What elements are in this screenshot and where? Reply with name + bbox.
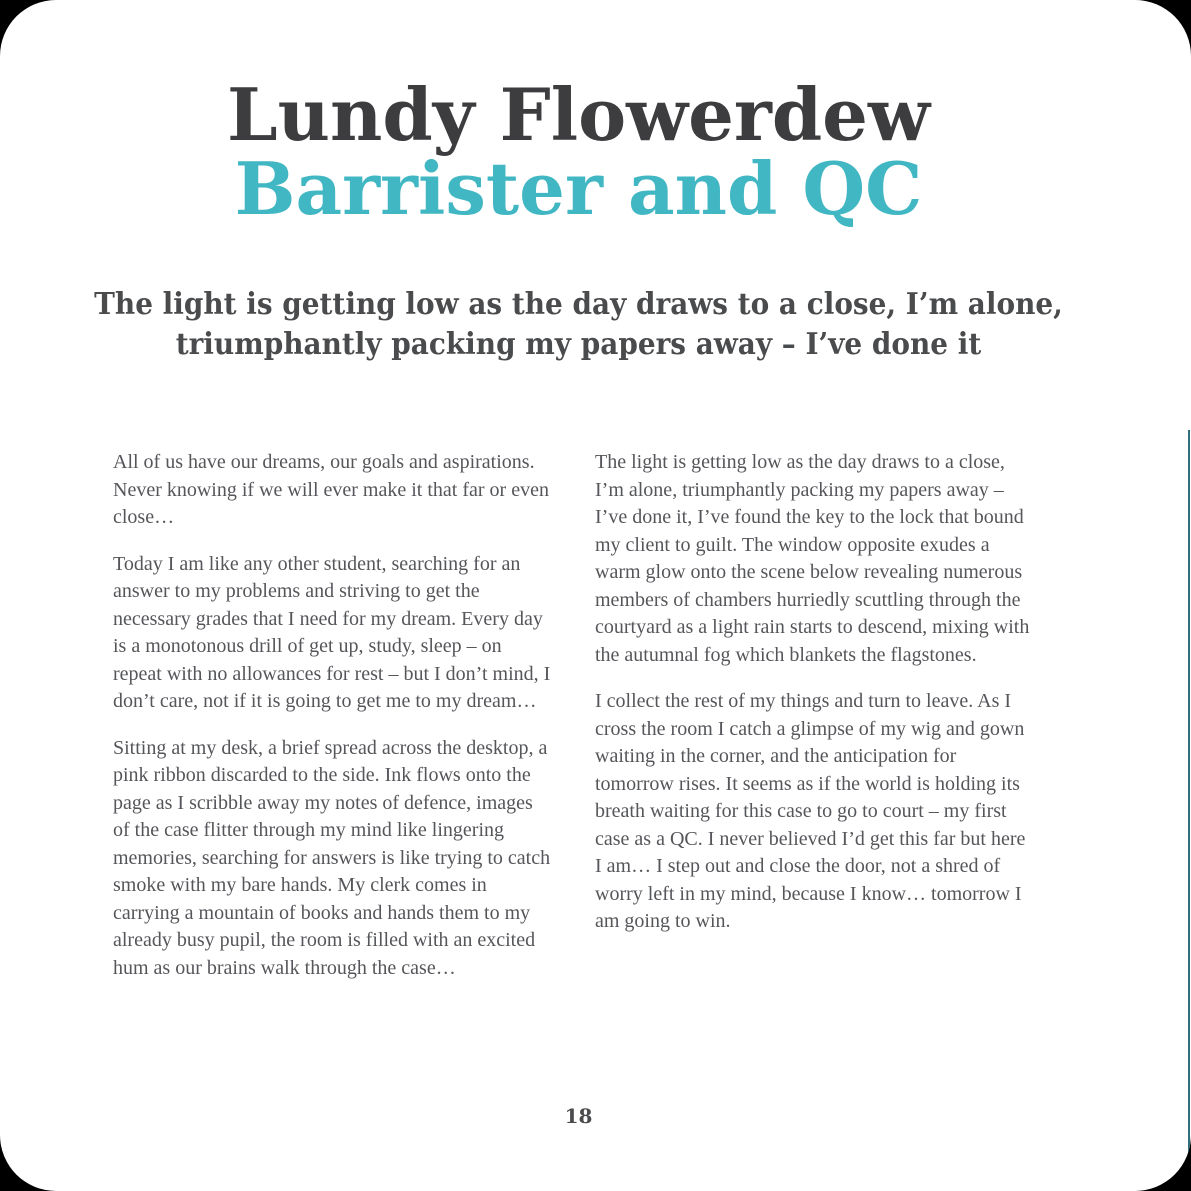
body-columns (113, 449, 1035, 1001)
page-footer (0, 1104, 1157, 1128)
right-paragraph-2: I collect the rest of my things and turn to leave. As I cross the room I catch a glimpse of my wig and gown waiting in the corner, and the anticipation for tomorrow rises. It seems as if the world is holding its breath waiting for this case to go to court – my first case as a QC. I never believed I’d get this far but here I am… I step out and close the door, not a shred of worry left in my mind, because I know… tomorrow I am going to win. (595, 690, 1026, 932)
left-column (113, 449, 553, 1001)
pull-quote-line-2: triumphantly packing my papers away – I’ve done it (175, 327, 982, 362)
title-role: Barrister and QC (234, 146, 923, 231)
left-paragraph-1: All of us have our dreams, our goals and aspirations. Never knowing if we will ever make it that far or even close… (113, 451, 549, 528)
pull-quote (40, 285, 1116, 365)
page-title (0, 72, 1157, 231)
right-paragraph-1: The light is getting low as the day draws to a close, I’m alone, triumphantly packing my papers away – I’ve done it, I’ve found the key to the lock that bound my client to guilt. The window opposite exudes a warm glow onto the scene below revealing numerous members of chambers hurriedly scuttling through the courtyard as a light rain starts to descend, mixing with the autumnal fog which blankets the flagstones. (595, 451, 1030, 666)
pull-quote-line-1: The light is getting low as the day draws to a close, I’m alone, (94, 287, 1063, 322)
page-number: 18 (564, 1104, 593, 1128)
right-column (595, 449, 1035, 1001)
left-paragraph-3: Sitting at my desk, a brief spread across the desktop, a pink ribbon discarded to the side. Ink flows onto the page as I scribble away my notes of defence, images of the case flitter through my mind like lingering memories, searching for answers is like trying to catch smoke with my bare hands. My clerk comes in carrying a mountain of books and hands them to my already busy pupil, the room is filled with an excited hum as our brains walk through the case… (113, 736, 551, 979)
left-paragraph-2: Today I am like any other student, searching for an answer to my problems and striving to get the necessary grades that I need for my dream. Every day is a monotonous drill of get up, study, sleep – on repeat with no allowances for rest – but I don’t mind, I don’t care, not if it is going to get me to my dream… (113, 552, 551, 712)
right-edge-accent-line (1188, 430, 1190, 1176)
title-name: Lundy Flowerdew (227, 72, 930, 157)
